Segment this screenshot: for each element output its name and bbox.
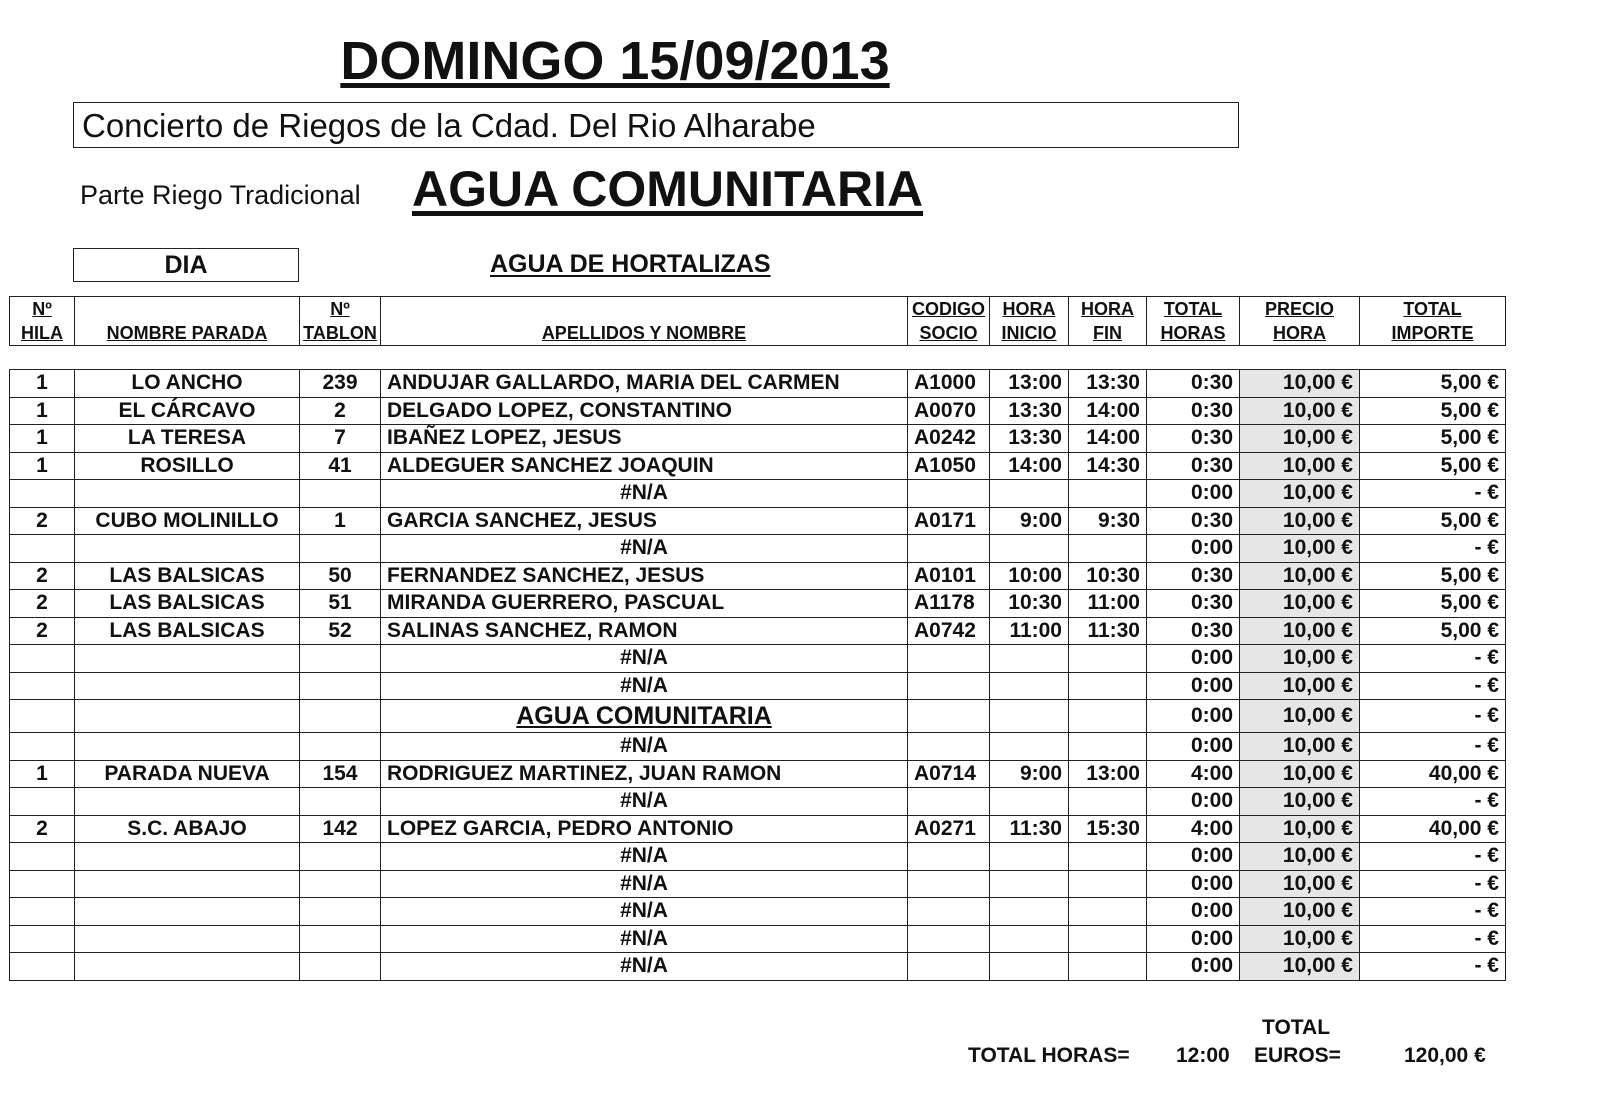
nombre-cell: #N/A: [381, 843, 908, 871]
inicio-cell: [990, 953, 1069, 981]
importe-cell: - €: [1360, 788, 1506, 816]
nombre-cell: FERNANDEZ SANCHEZ, JESUS: [381, 562, 908, 590]
precio-cell: 10,00 €: [1240, 898, 1360, 926]
parte-label: Parte Riego Tradicional: [80, 180, 361, 210]
fin-cell: 13:30: [1069, 370, 1147, 398]
importe-cell: 40,00 €: [1360, 815, 1506, 843]
fin-cell: 11:00: [1069, 590, 1147, 618]
fin-cell: [1069, 733, 1147, 761]
fin-cell: 14:30: [1069, 452, 1147, 480]
codigo-cell: [908, 925, 990, 953]
table-row: [10, 733, 1506, 761]
table-row: [10, 700, 1506, 733]
col-parada: NOMBRE PARADA: [75, 297, 300, 346]
parada-cell: [75, 870, 300, 898]
fin-cell: [1069, 925, 1147, 953]
nombre-cell: IBAÑEZ LOPEZ, JESUS: [381, 425, 908, 453]
col-inicio: HORA INICIO: [990, 297, 1069, 346]
nombre-cell: SALINAS SANCHEZ, RAMON: [381, 617, 908, 645]
table-row: [10, 480, 1506, 508]
table-row: [10, 370, 1506, 398]
tablon-cell: 1: [300, 507, 381, 535]
horas-cell: 0:00: [1147, 925, 1240, 953]
parada-cell: LO ANCHO: [75, 370, 300, 398]
hila-cell: 2: [10, 590, 75, 618]
parada-cell: [75, 898, 300, 926]
parada-cell: PARADA NUEVA: [75, 760, 300, 788]
total-euros-value: 120,00 €: [1404, 1044, 1486, 1067]
tablon-cell: [300, 925, 381, 953]
hila-cell: 1: [10, 370, 75, 398]
nombre-cell: ALDEGUER SANCHEZ JOAQUIN: [381, 452, 908, 480]
horas-cell: 0:30: [1147, 425, 1240, 453]
horas-cell: 0:00: [1147, 733, 1240, 761]
precio-cell: 10,00 €: [1240, 590, 1360, 618]
table-row: [10, 898, 1506, 926]
horas-cell: 0:00: [1147, 535, 1240, 563]
codigo-cell: A0070: [908, 397, 990, 425]
total-horas-value: 12:00: [1176, 1044, 1230, 1067]
importe-cell: - €: [1360, 953, 1506, 981]
col-importe: TOTAL IMPORTE: [1360, 297, 1506, 346]
tablon-cell: [300, 535, 381, 563]
hila-cell: [10, 480, 75, 508]
table-row: [10, 760, 1506, 788]
parada-cell: LAS BALSICAS: [75, 617, 300, 645]
importe-cell: 5,00 €: [1360, 452, 1506, 480]
horas-cell: 0:30: [1147, 562, 1240, 590]
table-row: [10, 397, 1506, 425]
hila-cell: 2: [10, 815, 75, 843]
concierto-box: Concierto de Riegos de la Cdad. Del Rio Alharabe: [73, 102, 1239, 148]
parada-cell: [75, 788, 300, 816]
parada-cell: [75, 733, 300, 761]
importe-cell: 40,00 €: [1360, 760, 1506, 788]
hila-cell: 2: [10, 617, 75, 645]
fin-cell: [1069, 700, 1147, 733]
codigo-cell: [908, 672, 990, 700]
table-row: [10, 535, 1506, 563]
nombre-cell: #N/A: [381, 953, 908, 981]
horas-cell: 0:30: [1147, 370, 1240, 398]
hila-cell: [10, 953, 75, 981]
nombre-cell: ANDUJAR GALLARDO, MARIA DEL CARMEN: [381, 370, 908, 398]
fin-cell: [1069, 480, 1147, 508]
codigo-cell: [908, 870, 990, 898]
nombre-cell: #N/A: [381, 788, 908, 816]
codigo-cell: A0271: [908, 815, 990, 843]
agua-hortalizas-heading: AGUA DE HORTALIZAS: [490, 250, 771, 278]
importe-cell: - €: [1360, 733, 1506, 761]
table-row: [10, 425, 1506, 453]
hila-cell: [10, 733, 75, 761]
inicio-cell: [990, 645, 1069, 673]
precio-cell: 10,00 €: [1240, 815, 1360, 843]
nombre-cell: LOPEZ GARCIA, PEDRO ANTONIO: [381, 815, 908, 843]
precio-cell: 10,00 €: [1240, 370, 1360, 398]
inicio-cell: [990, 700, 1069, 733]
precio-cell: 10,00 €: [1240, 645, 1360, 673]
fin-cell: 11:30: [1069, 617, 1147, 645]
col-total-horas: TOTAL HORAS: [1147, 297, 1240, 346]
col-hila: Nº HILA: [10, 297, 75, 346]
horas-cell: 0:00: [1147, 700, 1240, 733]
horas-cell: 0:30: [1147, 397, 1240, 425]
col-precio: PRECIO HORA: [1240, 297, 1360, 346]
tablon-cell: [300, 645, 381, 673]
irrigation-table: [9, 369, 1506, 981]
tablon-cell: 7: [300, 425, 381, 453]
importe-cell: - €: [1360, 535, 1506, 563]
codigo-cell: A0714: [908, 760, 990, 788]
importe-cell: - €: [1360, 672, 1506, 700]
inicio-cell: 13:00: [990, 370, 1069, 398]
horas-cell: 0:30: [1147, 452, 1240, 480]
precio-cell: 10,00 €: [1240, 397, 1360, 425]
table-row: [10, 452, 1506, 480]
fin-cell: [1069, 870, 1147, 898]
tablon-cell: 41: [300, 452, 381, 480]
importe-cell: 5,00 €: [1360, 507, 1506, 535]
tablon-cell: [300, 672, 381, 700]
total-euros-label-top: TOTAL: [1262, 1016, 1331, 1039]
horas-cell: 4:00: [1147, 815, 1240, 843]
fin-cell: [1069, 535, 1147, 563]
parada-cell: [75, 925, 300, 953]
nombre-cell: #N/A: [381, 535, 908, 563]
parada-cell: [75, 672, 300, 700]
importe-cell: - €: [1360, 843, 1506, 871]
inicio-cell: 14:00: [990, 452, 1069, 480]
tablon-cell: 239: [300, 370, 381, 398]
inicio-cell: 9:00: [990, 760, 1069, 788]
total-horas-label: TOTAL HORAS=: [968, 1044, 1130, 1067]
importe-cell: 5,00 €: [1360, 397, 1506, 425]
tablon-cell: [300, 953, 381, 981]
codigo-cell: A0242: [908, 425, 990, 453]
table-row: [10, 815, 1506, 843]
horas-cell: 0:00: [1147, 870, 1240, 898]
importe-cell: 5,00 €: [1360, 617, 1506, 645]
importe-cell: 5,00 €: [1360, 425, 1506, 453]
table-row: [10, 788, 1506, 816]
horas-cell: 0:00: [1147, 843, 1240, 871]
col-fin: HORA FIN: [1069, 297, 1147, 346]
fin-cell: 9:30: [1069, 507, 1147, 535]
parada-cell: [75, 953, 300, 981]
precio-cell: 10,00 €: [1240, 425, 1360, 453]
parada-cell: ROSILLO: [75, 452, 300, 480]
precio-cell: 10,00 €: [1240, 843, 1360, 871]
parada-cell: S.C. ABAJO: [75, 815, 300, 843]
hila-cell: [10, 925, 75, 953]
table-row: [10, 925, 1506, 953]
inicio-cell: [990, 788, 1069, 816]
hila-cell: [10, 700, 75, 733]
hila-cell: 1: [10, 425, 75, 453]
importe-cell: 5,00 €: [1360, 590, 1506, 618]
horas-cell: 0:30: [1147, 617, 1240, 645]
importe-cell: - €: [1360, 645, 1506, 673]
tablon-cell: [300, 788, 381, 816]
codigo-cell: [908, 733, 990, 761]
codigo-cell: A1050: [908, 452, 990, 480]
nombre-cell: #N/A: [381, 672, 908, 700]
codigo-cell: A0171: [908, 507, 990, 535]
codigo-cell: [908, 953, 990, 981]
codigo-cell: A1178: [908, 590, 990, 618]
fin-cell: [1069, 645, 1147, 673]
tablon-cell: 154: [300, 760, 381, 788]
horas-cell: 0:00: [1147, 645, 1240, 673]
precio-cell: 10,00 €: [1240, 535, 1360, 563]
inicio-cell: 11:00: [990, 617, 1069, 645]
parada-cell: LA TERESA: [75, 425, 300, 453]
nombre-cell: #N/A: [381, 925, 908, 953]
codigo-cell: [908, 480, 990, 508]
inicio-cell: 13:30: [990, 397, 1069, 425]
horas-cell: 0:00: [1147, 898, 1240, 926]
parada-cell: [75, 645, 300, 673]
horas-cell: 0:00: [1147, 953, 1240, 981]
table-header: [9, 296, 1506, 346]
importe-cell: - €: [1360, 925, 1506, 953]
horas-cell: 0:00: [1147, 788, 1240, 816]
inicio-cell: 10:30: [990, 590, 1069, 618]
tablon-cell: [300, 870, 381, 898]
nombre-cell: #N/A: [381, 898, 908, 926]
nombre-cell: GARCIA SANCHEZ, JESUS: [381, 507, 908, 535]
hila-cell: [10, 672, 75, 700]
precio-cell: 10,00 €: [1240, 452, 1360, 480]
precio-cell: 10,00 €: [1240, 617, 1360, 645]
precio-cell: 10,00 €: [1240, 870, 1360, 898]
hila-cell: [10, 870, 75, 898]
parada-cell: [75, 480, 300, 508]
hila-cell: [10, 535, 75, 563]
page-title: DOMINGO 15/09/2013: [340, 31, 890, 91]
table-row: [10, 645, 1506, 673]
fin-cell: 14:00: [1069, 425, 1147, 453]
fin-cell: [1069, 672, 1147, 700]
inicio-cell: 10:00: [990, 562, 1069, 590]
codigo-cell: [908, 535, 990, 563]
horas-cell: 0:30: [1147, 507, 1240, 535]
inicio-cell: 11:30: [990, 815, 1069, 843]
nombre-cell: #N/A: [381, 733, 908, 761]
nombre-cell: DELGADO LOPEZ, CONSTANTINO: [381, 397, 908, 425]
nombre-cell: MIRANDA GUERRERO, PASCUAL: [381, 590, 908, 618]
tablon-cell: [300, 480, 381, 508]
codigo-cell: [908, 645, 990, 673]
fin-cell: [1069, 898, 1147, 926]
table-row: [10, 562, 1506, 590]
inicio-cell: [990, 898, 1069, 926]
inicio-cell: [990, 870, 1069, 898]
precio-cell: 10,00 €: [1240, 760, 1360, 788]
table-row: [10, 617, 1506, 645]
table-row: [10, 507, 1506, 535]
hila-cell: 2: [10, 562, 75, 590]
importe-cell: - €: [1360, 870, 1506, 898]
nombre-cell: #N/A: [381, 870, 908, 898]
parada-cell: [75, 700, 300, 733]
table-row: [10, 870, 1506, 898]
hila-cell: 1: [10, 452, 75, 480]
precio-cell: 10,00 €: [1240, 562, 1360, 590]
parada-cell: CUBO MOLINILLO: [75, 507, 300, 535]
codigo-cell: A0742: [908, 617, 990, 645]
tablon-cell: [300, 700, 381, 733]
tablon-cell: [300, 733, 381, 761]
precio-cell: 10,00 €: [1240, 672, 1360, 700]
horas-cell: 4:00: [1147, 760, 1240, 788]
parada-cell: LAS BALSICAS: [75, 590, 300, 618]
tablon-cell: 50: [300, 562, 381, 590]
precio-cell: 10,00 €: [1240, 507, 1360, 535]
hila-cell: 1: [10, 397, 75, 425]
table-row: [10, 672, 1506, 700]
nombre-cell: #N/A: [381, 480, 908, 508]
horas-cell: 0:30: [1147, 590, 1240, 618]
importe-cell: - €: [1360, 480, 1506, 508]
codigo-cell: A0101: [908, 562, 990, 590]
tablon-cell: [300, 898, 381, 926]
codigo-cell: [908, 898, 990, 926]
fin-cell: 15:30: [1069, 815, 1147, 843]
fin-cell: [1069, 788, 1147, 816]
inicio-cell: [990, 843, 1069, 871]
precio-cell: 10,00 €: [1240, 480, 1360, 508]
col-tablon: Nº TABLON: [300, 297, 381, 346]
precio-cell: 10,00 €: [1240, 953, 1360, 981]
parada-cell: LAS BALSICAS: [75, 562, 300, 590]
hila-cell: 2: [10, 507, 75, 535]
inicio-cell: [990, 535, 1069, 563]
importe-cell: - €: [1360, 898, 1506, 926]
parada-cell: EL CÁRCAVO: [75, 397, 300, 425]
hila-cell: [10, 843, 75, 871]
nombre-cell: RODRIGUEZ MARTINEZ, JUAN RAMON: [381, 760, 908, 788]
hila-cell: [10, 788, 75, 816]
horas-cell: 0:00: [1147, 480, 1240, 508]
agua-comunitaria-heading: AGUA COMUNITARIA: [412, 161, 924, 217]
hila-cell: [10, 645, 75, 673]
fin-cell: 14:00: [1069, 397, 1147, 425]
precio-cell: 10,00 €: [1240, 700, 1360, 733]
col-codigo: CODIGO SOCIO: [908, 297, 990, 346]
tablon-cell: [300, 843, 381, 871]
col-nombre: APELLIDOS Y NOMBRE: [381, 297, 908, 346]
fin-cell: 10:30: [1069, 562, 1147, 590]
codigo-cell: [908, 843, 990, 871]
precio-cell: 10,00 €: [1240, 733, 1360, 761]
importe-cell: 5,00 €: [1360, 562, 1506, 590]
tablon-cell: 142: [300, 815, 381, 843]
tablon-cell: 51: [300, 590, 381, 618]
horas-cell: 0:00: [1147, 672, 1240, 700]
hila-cell: [10, 898, 75, 926]
inicio-cell: [990, 672, 1069, 700]
total-euros-label-bottom: EUROS=: [1254, 1044, 1341, 1067]
inicio-cell: [990, 925, 1069, 953]
fin-cell: [1069, 843, 1147, 871]
importe-cell: - €: [1360, 700, 1506, 733]
tablon-cell: 2: [300, 397, 381, 425]
inicio-cell: [990, 733, 1069, 761]
precio-cell: 10,00 €: [1240, 925, 1360, 953]
importe-cell: 5,00 €: [1360, 370, 1506, 398]
table-row: [10, 843, 1506, 871]
codigo-cell: A1000: [908, 370, 990, 398]
inicio-cell: [990, 480, 1069, 508]
codigo-cell: [908, 700, 990, 733]
tablon-cell: 52: [300, 617, 381, 645]
fin-cell: [1069, 953, 1147, 981]
hila-cell: 1: [10, 760, 75, 788]
nombre-cell: #N/A: [381, 645, 908, 673]
precio-cell: 10,00 €: [1240, 788, 1360, 816]
inicio-cell: 9:00: [990, 507, 1069, 535]
parada-cell: [75, 843, 300, 871]
table-row: [10, 953, 1506, 981]
inicio-cell: 13:30: [990, 425, 1069, 453]
table-row: [10, 590, 1506, 618]
nombre-cell: AGUA COMUNITARIA: [381, 700, 908, 733]
parada-cell: [75, 535, 300, 563]
dia-box: DIA: [73, 248, 299, 282]
fin-cell: 13:00: [1069, 760, 1147, 788]
codigo-cell: [908, 788, 990, 816]
